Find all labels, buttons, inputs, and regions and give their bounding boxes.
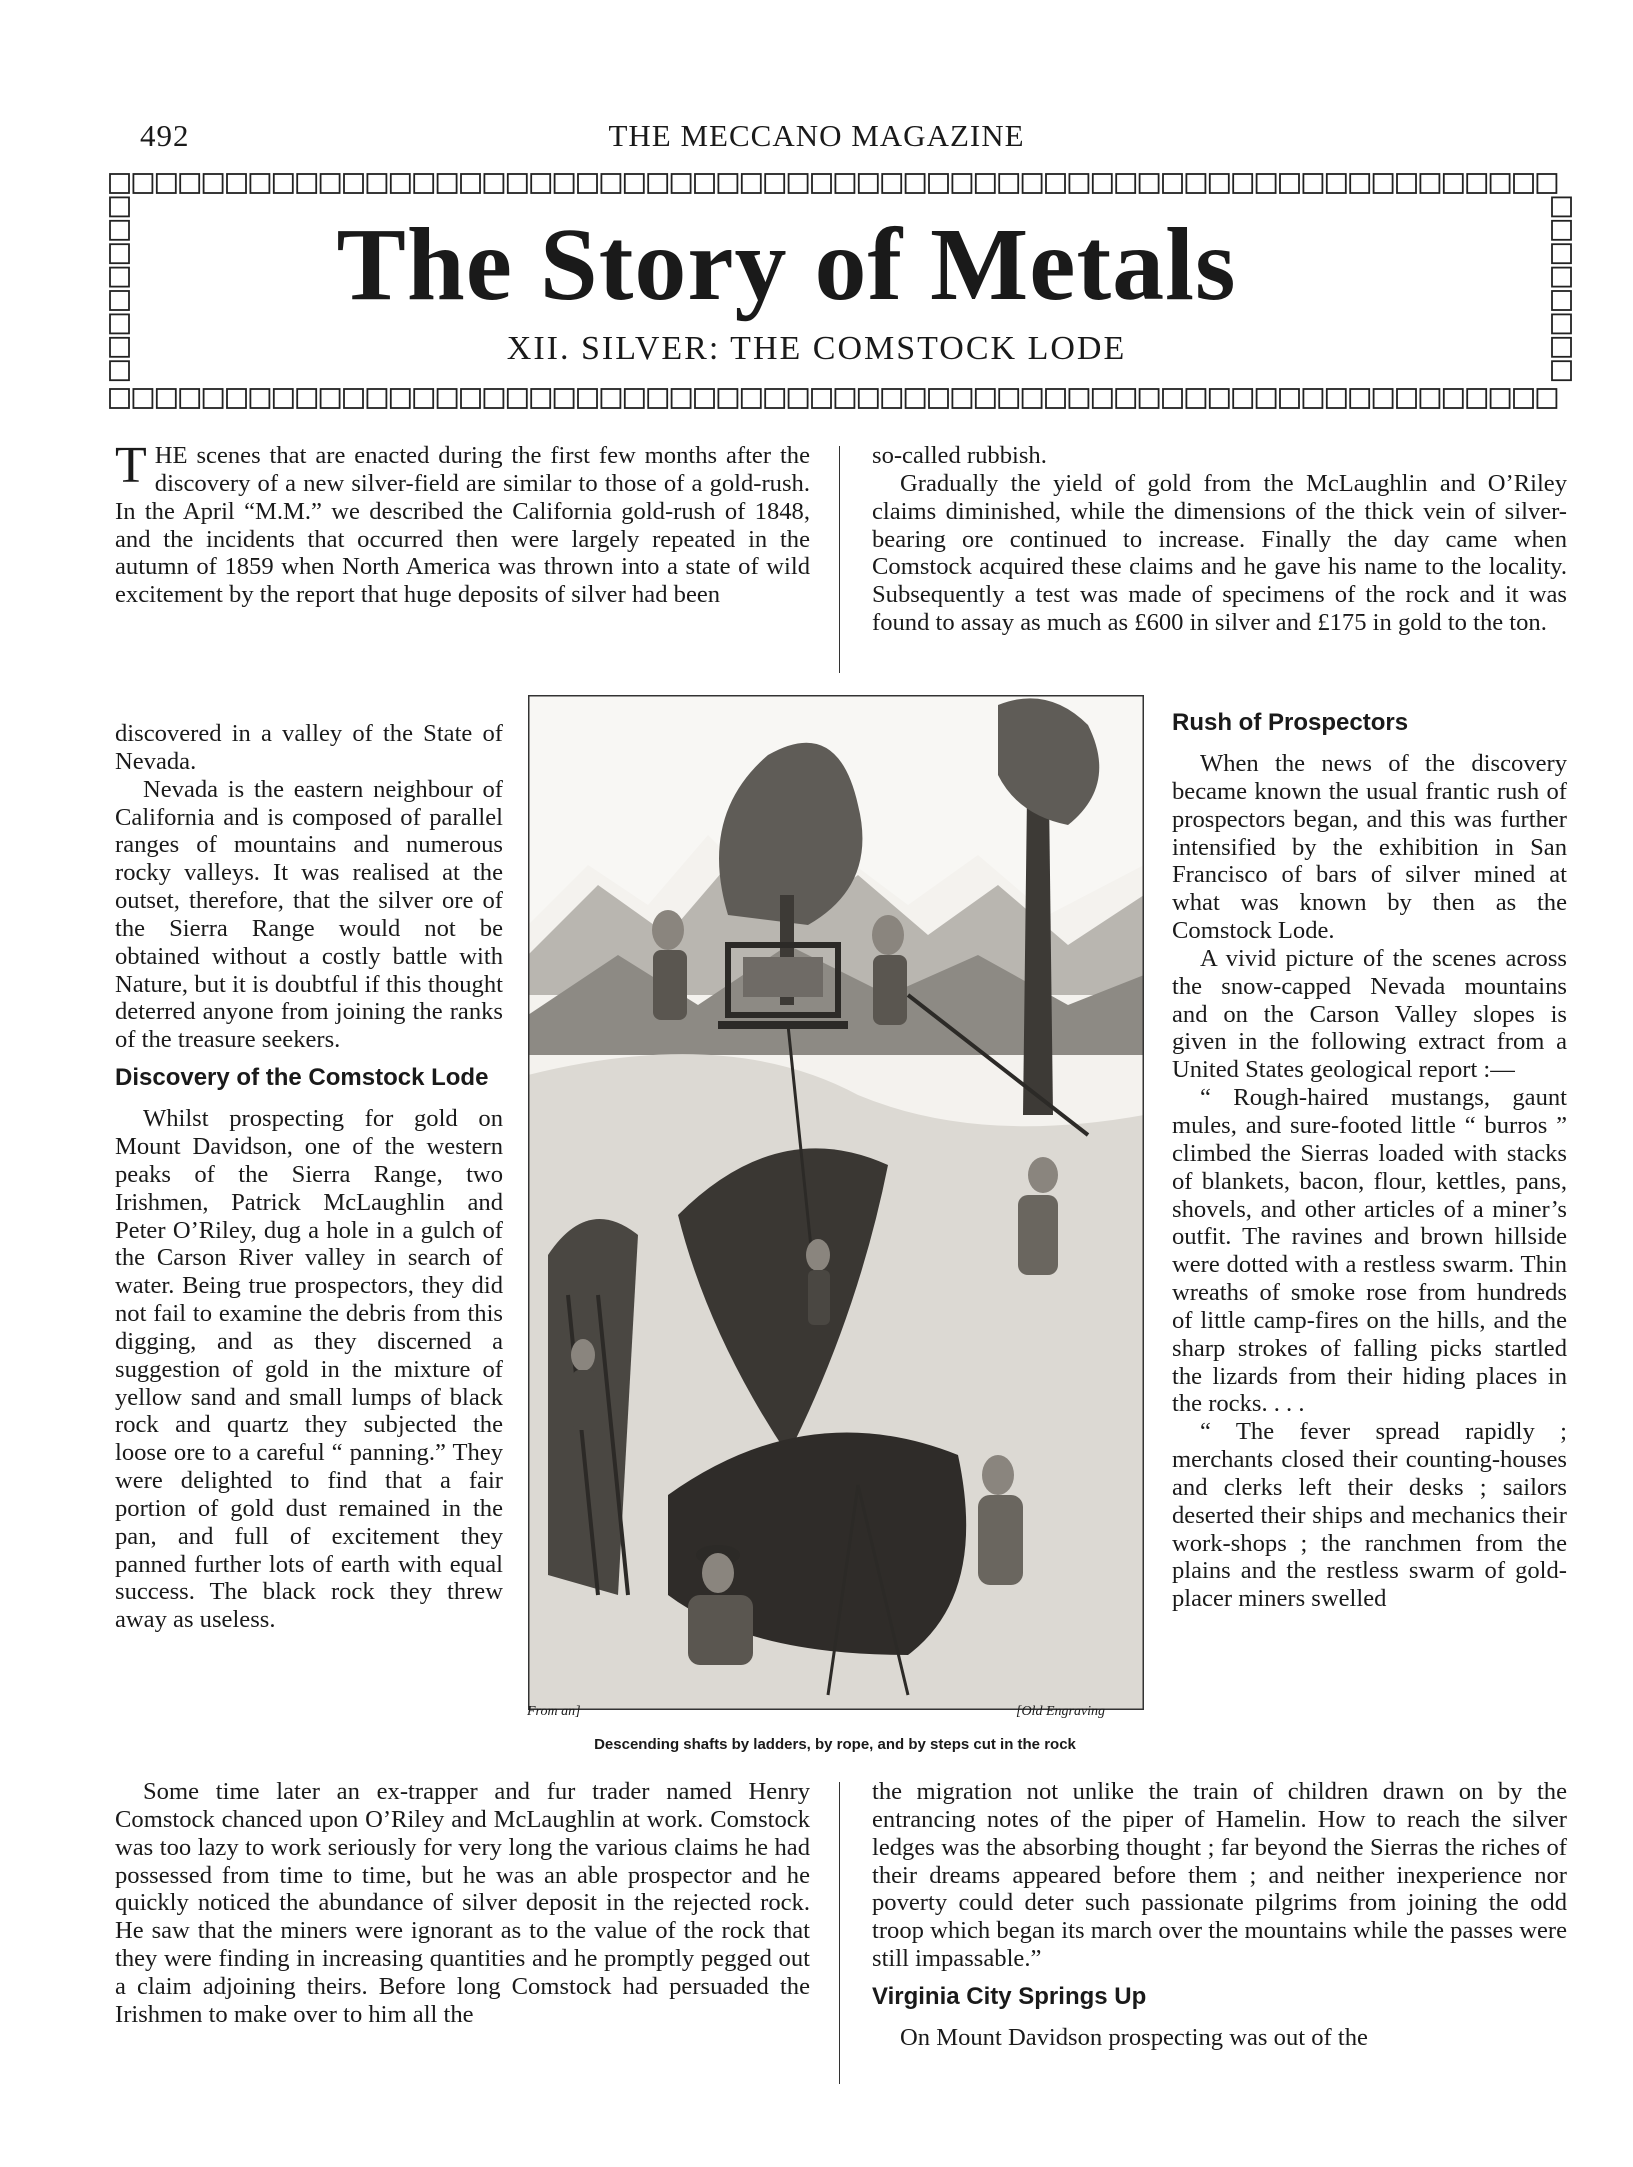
figure-caption: Descending shafts by ladders, by rope, and by steps cut in the rock: [594, 1736, 1076, 1753]
quotation: the migration not unlike the train of children drawn on by the entrancing notes of the piper of Hamelin. How to reach the silver ledges was the absorbing thought ; far beyond the Sierras the riches of their dreams appeared before them ; and neither inexperience nor poverty could deter such passionate pilgrims from joining the odd troop which began its march over the mountains while the passes were still impassable.”: [872, 1778, 1567, 1973]
article-subtitle: XII. SILVER: THE COMSTOCK LODE: [506, 330, 1127, 367]
paragraph: When the news of the discovery became known the usual frantic rush of prospectors began, and this was further intensified by the exhibition in San Francisco of bars of silver mined at what was known by then as the Comstock Lode.: [1172, 750, 1567, 945]
paragraph: so-called rubbish.: [872, 442, 1047, 469]
left-column-narrow: [115, 720, 503, 1634]
paragraph: On Mount Davidson prospecting was out of the: [900, 2023, 1368, 2051]
section-heading: Rush of Prospectors: [1172, 709, 1409, 736]
drop-cap: T: [115, 437, 147, 494]
section-heading: Virginia City Springs Up: [872, 1982, 1147, 2010]
paragraph: Gradually the yield of gold from the McLaughlin and O’Riley claims diminished, while the dimensions of the thick vein of silver-bearing ore continued to increase. Finally the day came when Comstock acquired these claims and he gave his name to the locality. Subsequently a test was made of specimens of the rock and it was found to assay as much as £600 in silver and £175 in gold to the ton.: [872, 469, 1567, 637]
section-heading: Discovery of the Comstock Lode: [115, 1064, 489, 1092]
engraving-illustration: [528, 695, 1144, 1710]
right-column-top: [872, 442, 1567, 637]
figure-credit-left: From an]: [527, 1704, 581, 1719]
running-title: THE MECCANO MAGAZINE: [608, 118, 1025, 153]
paragraph: A vivid picture of the scenes across the snow-capped Nevada mountains and on the Carson Valley slopes is given in the following extract from a United States geological report :—: [1172, 944, 1567, 1084]
intro-paragraph: HE scenes that are enacted during the first few months after the discovery of a new silver-field are similar to those of a gold-rush. In the April “M.M.” we described the California gold-rush of 1848, and the incidents that occurred then were largely repeated in the autumn of 1859 when North America was thrown into a state of wild excitement by the report that huge deposits of silver had been: [115, 442, 810, 609]
right-column-bottom: [872, 1778, 1567, 2052]
left-column-top: [115, 437, 810, 609]
column-rule: [839, 1782, 840, 2084]
article-title: The Story of Metals: [336, 207, 1237, 322]
page-number: 492: [140, 118, 190, 153]
paragraph: discovered in a valley of the State of Nevada.: [115, 720, 503, 775]
paragraph: Whilst prospecting for gold on Mount Davidson, one of the western peaks of the Sierra Range, two Irishmen, Patrick McLaughlin and Peter O’Riley, dug a hole in a gulch of the Carson River valley in search of water. Being true prospectors, they did not fail to examine the debris from this digging, and as they discerned a suggestion of gold in the mixture of yellow sand and small lumps of black rock and quartz they subjected the loose ore to a careful “ panning.” They were delighted to find that a fair portion of gold dust remained in the pan, and full of excitement they panned further lots of earth with equal success. The black rock they threw away as useless.: [115, 1105, 503, 1634]
figure-credit-right: [Old Engraving: [1016, 1704, 1106, 1719]
paragraph: Some time later an ex-trapper and fur trader named Henry Comstock chanced upon O’Riley and McLaughlin at work. Comstock was too lazy to work seriously for very long the various claims he had possessed from time to time, but he was an able prospector and he quickly noticed the abundance of silver deposit in the rejected rock. He saw that the miners were ignorant as to the value of the rock that they were finding in increasing quantities and he promptly pegged out a claim adjoining theirs. Before long Comstock had persuaded the Irishmen to make over to him all the: [115, 1778, 810, 2028]
right-column-narrow: [1172, 708, 1567, 1613]
paragraph: Nevada is the eastern neighbour of California and is composed of parallel ranges of mountains and numerous rocky valleys. It was realised at the outset, therefore, that the silver ore of the Sierra Range would not be obtained without a costly battle with Nature, but it is doubtful if this thought deterred anyone from joining the ranks of the treasure seekers.: [115, 775, 503, 1054]
left-column-bottom: [115, 1778, 810, 2029]
quotation: “ Rough-haired mustangs, gaunt mules, and sure-footed little “ burros ” climbed the Sierras loaded with stacks of blankets, bacon, flour, kettles, pans, shovels, and other articles of a miner’s outfit. The ravines and brown hillside were dotted with a restless swarm. Thin wreaths of smoke rose from hundreds of little camp-fires on the hills, and the sharp strokes of falling picks startled the lizards from their hiding places in the rocks. . . .: [1172, 1084, 1567, 1418]
column-rule: [839, 446, 840, 673]
quotation: “ The fever spread rapidly ; merchants closed their counting-houses and clerks left their desks ; sailors deserted their ships and mechanics their work-shops ; the ranchmen from the plains and the restless swarm of gold-placer miners swelled: [1172, 1418, 1567, 1613]
